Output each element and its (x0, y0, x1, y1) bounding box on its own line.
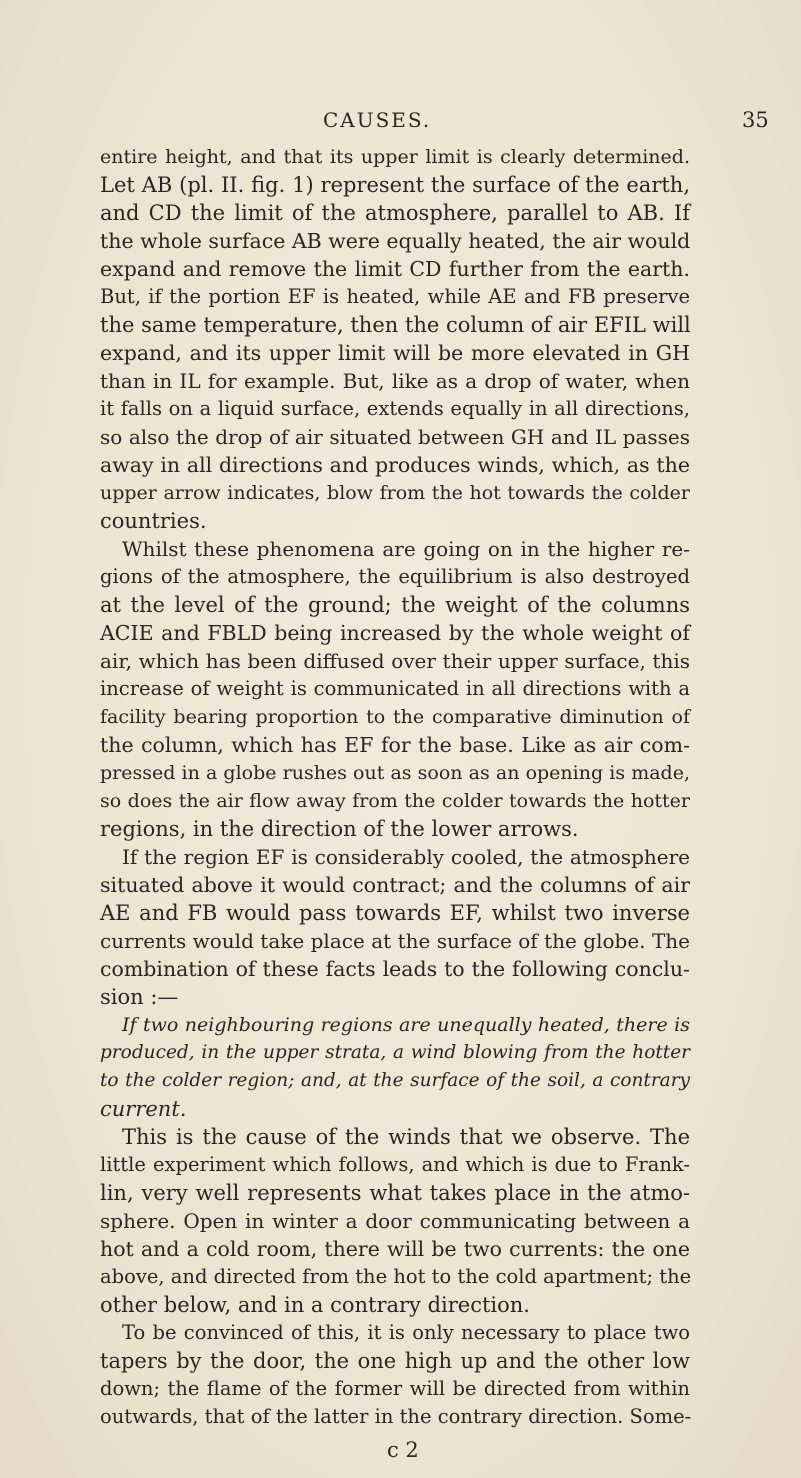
text-line: lin, very well represents what takes place in the atmo- (100, 1181, 690, 1205)
text-line: current. (100, 1097, 187, 1121)
text-line: countries. (100, 509, 207, 533)
text-line: little experiment which follows, and which is due to Frank- (100, 1153, 690, 1176)
text-line: pressed in a globe rushes out as soon as an opening is made, (100, 762, 690, 784)
text-line: But, if the portion EF is heated, while AE and FB preserve (100, 285, 690, 308)
text-line: AE and FB would pass towards EF, whilst two inverse (100, 901, 690, 925)
text-line: down; the flame of the former will be directed from within (100, 1377, 690, 1400)
text-line: at the level of the ground; the weight of the columns (100, 593, 690, 617)
text-line: combination of these facts leads to the following conclu- (100, 957, 690, 981)
body-text (100, 143, 690, 1431)
text-line: If the region EF is considerably cooled, the atmosphere (122, 845, 690, 869)
text-line: currents would take place at the surface of the globe. The (100, 929, 690, 953)
text-line: than in IL for example. But, like as a drop of water, when (100, 369, 690, 393)
text-line: Whilst these phenomena are going on in the higher re- (122, 537, 690, 561)
text-line: sphere. Open in winter a door communicating between a (100, 1209, 690, 1233)
running-header (0, 108, 801, 138)
text-line: and CD the limit of the atmosphere, parallel to AB. If (100, 201, 690, 225)
text-line: produced, in the upper strata, a wind blowing from the hotter (100, 1042, 690, 1063)
page-number: 35 (742, 108, 769, 132)
text-line: Let AB (pl. II. fig. 1) represent the surface of the earth, (100, 173, 690, 197)
text-line: the same temperature, then the column of air EFIL will (100, 313, 691, 337)
text-line: tapers by the door, the one high up and the other low (100, 1349, 690, 1373)
text-line: This is the cause of the winds that we observe. The (122, 1125, 690, 1149)
text-line: To be convinced of this, it is only necessary to place two (122, 1321, 690, 1344)
text-line: the whole surface AB were equally heated, the air would (100, 229, 691, 253)
text-line: it falls on a liquid surface, extends equally in all directions, (100, 397, 690, 420)
text-line: hot and a cold room, there will be two currents: the one (100, 1237, 690, 1261)
text-line: gions of the atmosphere, the equilibrium is also destroyed (100, 565, 690, 588)
text-line: away in all directions and produces winds, which, as the (100, 453, 690, 477)
text-line: If two neighbouring regions are unequally heated, there is (122, 1014, 690, 1036)
text-line: the column, which has EF for the base. Like as air com- (100, 733, 690, 757)
text-line: ACIE and FBLD being increased by the whole weight of (100, 621, 690, 645)
text-line: so does the air flow away from the colder towards the hotter (100, 790, 690, 812)
text-line: to the colder region; and, at the surface of the soil, a contrary (100, 1070, 690, 1091)
text-line: entire height, and that its upper limit is clearly determined. (100, 146, 690, 168)
text-line: other below, and in a contrary direction. (100, 1293, 530, 1317)
text-line: so also the drop of air situated between GH and IL passes (100, 425, 690, 449)
signature-mark: c 2 (387, 1438, 419, 1462)
running-title: CAUSES. (323, 108, 432, 132)
text-line: expand and remove the limit CD further from the earth. (100, 257, 690, 281)
text-line: outwards, that of the latter in the contrary direction. Some- (100, 1405, 692, 1428)
text-line: expand, and its upper limit will be more elevated in GH (100, 341, 690, 365)
text-line: increase of weight is communicated in all directions with a (100, 677, 690, 700)
text-line: above, and directed from the hot to the cold apartment; the (100, 1265, 692, 1288)
text-line: situated above it would contract; and the columns of air (100, 873, 690, 897)
text-line: upper arrow indicates, blow from the hot towards the colder (100, 482, 690, 504)
text-line: regions, in the direction of the lower arrows. (100, 817, 579, 841)
text-line: sion :— (100, 985, 179, 1009)
text-line: facility bearing proportion to the comparative diminution of (100, 706, 690, 728)
text-line: air, which has been diffused over their upper surface, this (100, 649, 690, 673)
